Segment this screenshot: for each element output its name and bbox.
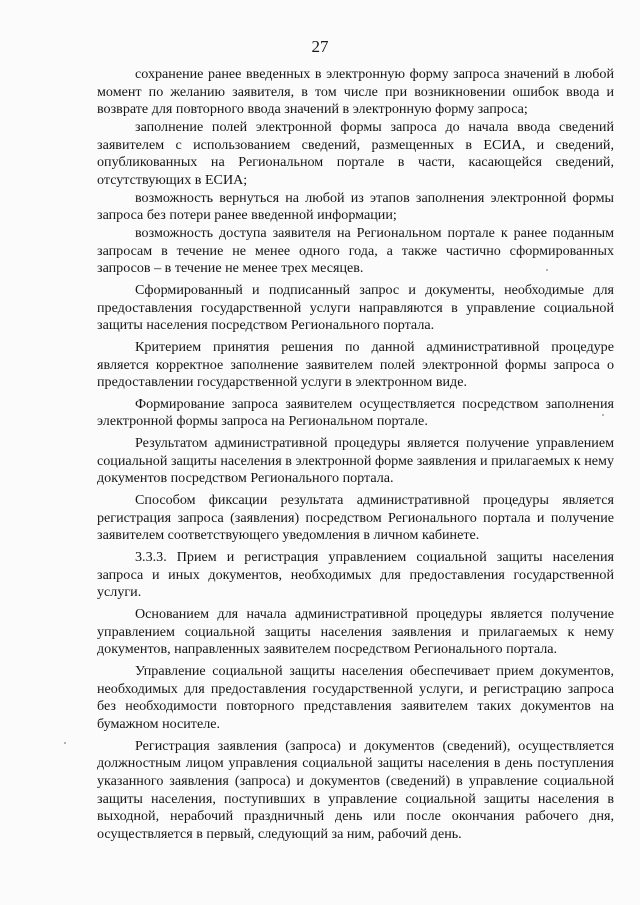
paragraph-signed-request-sent: Сформированный и подписанный запрос и документы, необходимые для предоставления государственной услуги направляются в управление социальной защиты населения посредством Регионального портала. bbox=[97, 281, 614, 334]
paragraph-procedure-basis: Основанием для начала административной процедуры является получение управлением социальной защиты населения заявления и прилагаемых к нему документов, направленных заявителем посредством Регионального портала. bbox=[97, 606, 614, 658]
paragraph-return-to-any-step: возможность вернуться на любой из этапов заполнения электронной формы запроса без потери ранее введенной информации; bbox=[97, 189, 614, 224]
scan-speck bbox=[546, 269, 548, 271]
paragraph-access-to-previous-requests: возможность доступа заявителя на Региональном портале к ранее поданным запросам в течение не менее одного года, а также частично сформированных запросов – в течение не менее трех месяцев. bbox=[97, 224, 614, 277]
paragraph-autofill-from-esia: заполнение полей электронной формы запроса до начала ввода сведений заявителем с использованием сведений, размещенных в ЕСИА, и сведений, опубликованных на Региональном портале в части, касающейся сведений, отсутствующих в ЕСИА; bbox=[97, 118, 614, 188]
page-number: 27 bbox=[311, 37, 329, 56]
paragraph-procedure-result: Результатом административной процедуры является получение управлением социальной защиты населения в электронной форме заявления и прилагаемых к нему документов посредством Регионального портала. bbox=[97, 435, 614, 487]
paragraph-document-reception: Управление социальной защиты населения обеспечивает прием документов, необходимых для предоставления государственной услуги, и регистрацию запроса без необходимости повторного представления заявителем таких документов на бумажном носителе. bbox=[97, 663, 614, 732]
paragraph-saving-entered-values: сохранение ранее введенных в электронную форму запроса значений в любой момент по желанию заявителя, в том числе при возникновении ошибок ввода и возврате для повторного ввода значений в электронную форму запроса; bbox=[97, 66, 614, 118]
paragraph-result-fixation: Способом фиксации результата административной процедуры является регистрация запроса (заявления) посредством Регионального портала и получение заявителем соответствующего уведомления в личном кабинете. bbox=[97, 492, 614, 544]
paragraph-request-formation: Формирование запроса заявителем осуществляется посредством заполнения электронной формы запроса на Региональном портале. bbox=[97, 395, 614, 430]
paragraph-decision-criterion: Критерием принятия решения по данной административной процедуре является корректное заполнение заявителем полей электронной формы запроса о предоставлении государственной услуги в электронном виде. bbox=[97, 338, 614, 391]
paragraph-registration-timing: Регистрация заявления (запроса) и документов (сведений), осуществляется должностным лицом управления социальной защиты населения в день поступления указанного заявления (запроса) и документов (сведений) в управление социальной защиты населения, поступивших в управление социальной защиты населения в выходной, нерабочий праздничный день или после окончания рабочего дня, осуществляется в первый, следующий за ним, рабочий день. bbox=[97, 737, 614, 842]
scan-speck bbox=[602, 414, 604, 416]
section-heading-3-3-3: 3.3.3. Прием и регистрация управлением социальной защиты населения запроса и иных документов, необходимых для предоставления государственной услуги. bbox=[97, 549, 614, 601]
scan-speck bbox=[64, 742, 66, 744]
document-body bbox=[97, 66, 614, 844]
